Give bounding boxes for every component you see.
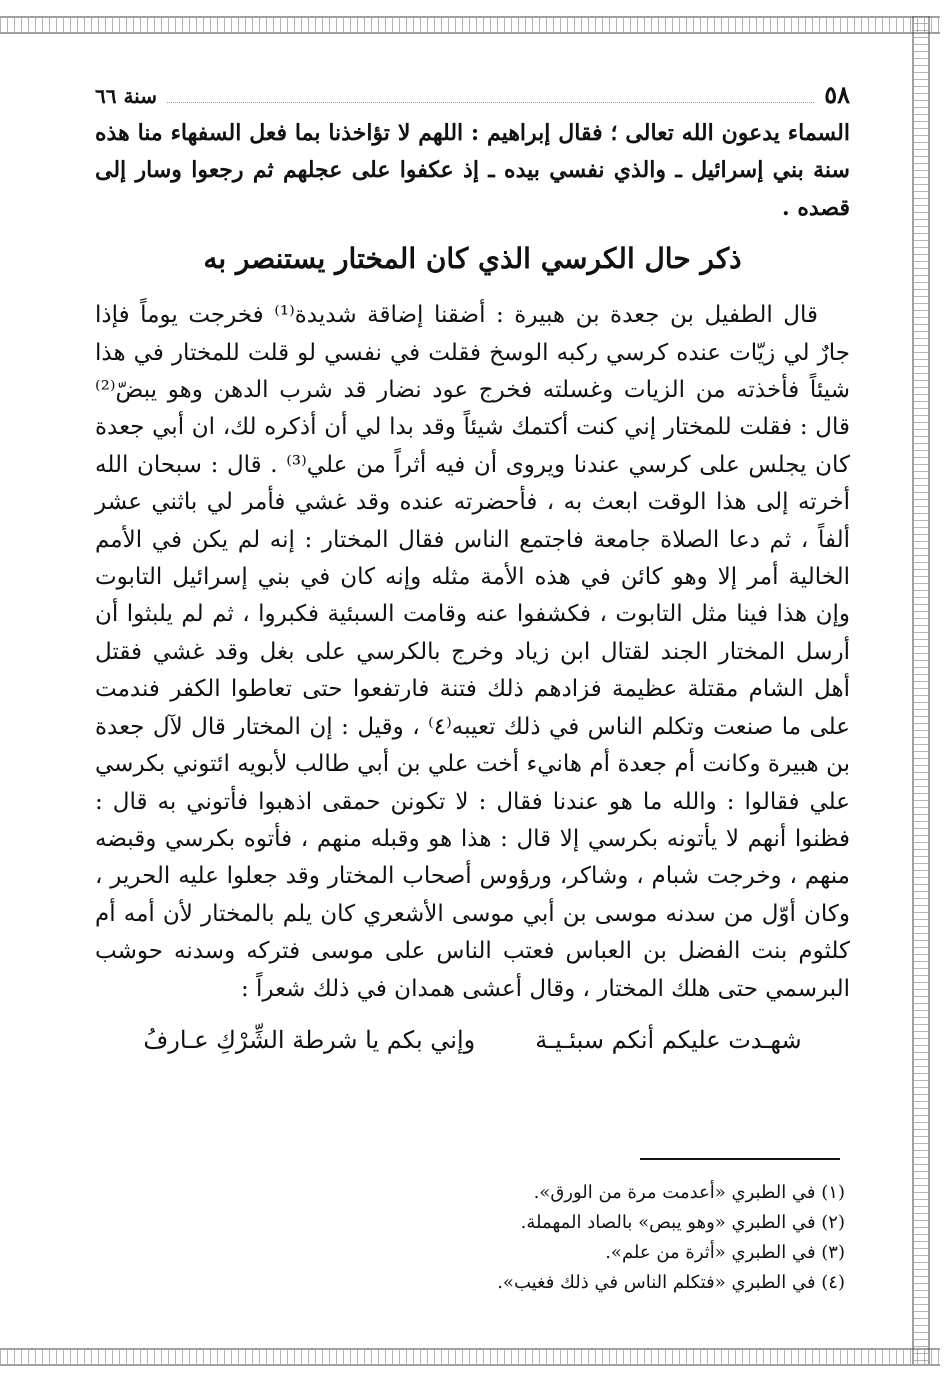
footnote-3: (٣) في الطبري «أثرة من علم». bbox=[605, 1242, 845, 1263]
section-heading: ذكر حال الكرسي الذي كان المختار يستنصر به bbox=[203, 242, 742, 276]
footnote-2: (٢) في الطبري «وهو يبص» بالصاد المهملة. bbox=[520, 1212, 845, 1233]
running-header bbox=[95, 80, 850, 109]
verse-first-hemistich: شهـدت عليكم أنكم سبئـيـة bbox=[535, 1025, 802, 1054]
verse-second-hemistich: وإني بكم يا شرطة الشِّرْكِ عـارفُ bbox=[143, 1025, 476, 1054]
footnote-4: (٤) في الطبري «فتكلم الناس في ذلك فغيب». bbox=[497, 1272, 845, 1293]
footnotes bbox=[300, 1178, 845, 1298]
footnote-separator bbox=[640, 1158, 840, 1160]
decorative-border-right bbox=[912, 16, 930, 1364]
page-number: ٥٨ bbox=[824, 80, 850, 109]
poem-verse bbox=[95, 1026, 850, 1054]
intro-paragraph: السماء يدعون الله تعالى ؛ فقال إبراهيم : اللهم لا تؤاخذنا بما فعل السفهاء منا هذه سنة بني إسرائيل ـ والذي نفسي بيده ـ إذ عكفوا على عجلهم ثم رجعوا وسار إلى قصده . bbox=[95, 120, 850, 221]
running-head-year: سنة ٦٦ bbox=[95, 84, 157, 108]
header-dotted-rule bbox=[167, 102, 814, 103]
body-paragraph: قال الطفيل بن جعدة بن هبيرة : أضقنا إضاقة شديدة⁽¹⁾ فخرجت يوماً فإذا جارٌ لي زيّات عنده كرسي ركبه الوسخ فقلت في نفسي لو قلت للمختار في هذا شيئاً فأخذته من الزيات وغسلته فخرج عود نضار قد شرب الدهن وهو يبضّ⁽²⁾ قال : فقلت للمختار إني كنت أكتمك شيئاً وقد بدا لي أن أذكره لك، ان أبي جعدة كان يجلس على كرسي عندنا ويروى أن فيه أثراً من علي⁽³⁾ . قال : سبحان الله أخرته إلى هذا الوقت ابعث به ، فأحضرته عنده وقد غشي فأمر لي باثني عشر ألفاً ، ثم دعا الصلاة جامعة فاجتمع الناس فقال المختار : إنه لم يكن في الأمم الخالية أمر إلا وهو كائن في هذه الأمة مثله وإنه كان في بني إسرائيل التابوت وإن هذا فينا مثل التابوت ، فكشفوا عنه وقامت السبئية فكبروا ، ثم لم يلبثوا أن أرسل المختار الجند لقتال ابن زياد وخرج بالكرسي على بغل وقد غشي فقتل أهل الشام مقتلة عظيمة فزادهم ذلك فتنة فارتفعوا حتى تعاطوا الكفر فندمت على ما صنعت وتكلم الناس في ذلك تعيبه⁽٤⁾ ، وقيل : إن المختار قال لآل جعدة بن هبيرة وكانت أم جعدة أم هانيء أخت علي بن أبي طالب لأبويه ائتوني بكرسي علي فقالوا : والله ما هو عندنا فقال : لا تكونن حمقى اذهبوا فأتوني به قال : فظنوا أنهم لا يأتونه بكرسي إلا قال : هذا هو وقبله منهم ، فأتوه بكرسي وقبضه منهم ، وخرجت شبام ، وشاكر، ورؤوس أصحاب المختار وقد جعلوا عليه الحرير ، وكان أوّل من سدنه موسى بن أبي موسى الأشعري كان يلم بالمختار لأن أمه أم كلثوم بنت الفضل بن العباس فعتب الناس على موسى فتركه وسدنه حوشب البرسمي حتى هلك المختار ، وقال أعشى همدان في ذلك شعراً : bbox=[95, 302, 851, 1002]
footnote-1: (١) في الطبري «أعدمت مرة من الورق». bbox=[533, 1182, 845, 1203]
page-content bbox=[95, 80, 850, 1054]
decorative-border-top bbox=[0, 16, 940, 34]
decorative-border-bottom bbox=[0, 1348, 940, 1366]
